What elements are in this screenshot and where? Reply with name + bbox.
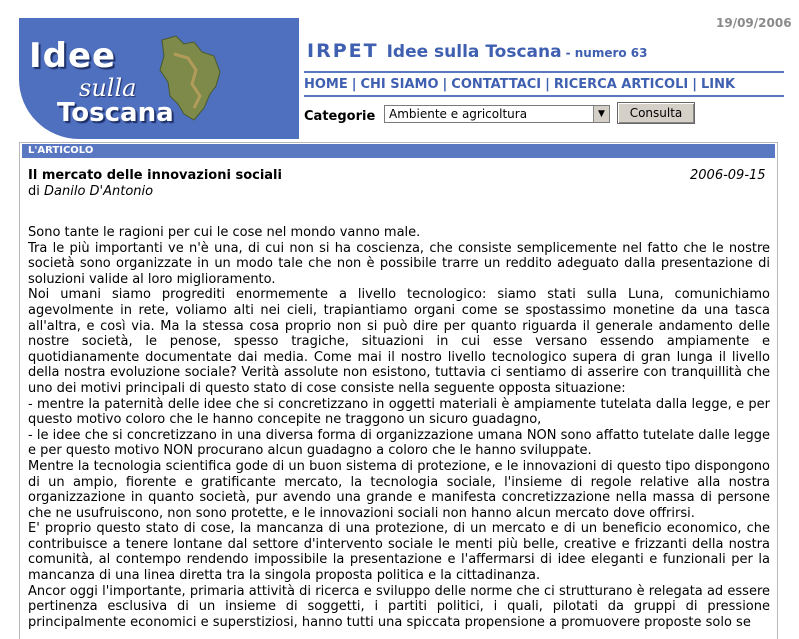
article-paragraph: Noi umani siamo progrediti enormemente a livello tecnologico: siamo stati sulla Luna, comunichiamo agevolmente in rete, voliamo alti nei cieli, trapiantiamo organi come se spostassimo monetine da una tasca all'altra, e così via. Ma la stessa cosa proprio non si può dire per quanto riguarda il generale andamento delle nostre società, le penose, spesso tragiche, situazioni in cui esse versano essendo ampiamente e quotidianamente documentate dai media. Come mai il nostro livello tecnologico supera di gran lunga il livello della nostra evoluzione sociale? Verità assolute non esistono, tuttavia ci sentiamo di asserire con tranquillità che uno dei motivi principali di questo stato di cose consiste nella seguente opposta situazione:	[28, 287, 770, 396]
article-body	[28, 225, 770, 630]
nav-contattaci[interactable]: CONTATTACI	[451, 77, 542, 92]
article-paragraph: Mentre la tecnologia scientifica gode di un buon sistema di protezione, e le innovazioni di questo tipo dispongono di un ampio, fiorente e gratificante mercato, la tecnologia sociale, l'insieme di regole relative alla nostra organizzazione in quanto società, pur avendo una grande e manifesta concretizzazione nella massa di persone che ne usufruiscono, non sono protette, e le innovazioni sociali non hanno alcun mercato dove offrirsi.	[28, 458, 770, 521]
header-irpet: IRPET	[307, 40, 379, 62]
issue-date: 19/09/2006	[716, 16, 792, 30]
nav-link[interactable]: LINK	[700, 77, 736, 92]
section-bar: L'ARTICOLO	[22, 144, 775, 158]
nav-home[interactable]: HOME	[304, 77, 348, 92]
main-nav: HOME | CHI SIAMO | CONTATTACI | RICERCA ARTICOLI | LINK	[304, 77, 736, 92]
byline-prefix: di	[28, 184, 40, 199]
article-paragraph: Ancor oggi l'importante, primaria attività di ricerca e sviluppo delle norme che ci strutturano è relegata ad essere pertinenza esclusiva di un insieme di soggetti, i partiti politici, i quali, pilotati da gruppi di pressione principalmente economici e superstiziosi, hanno tutti una spiccata propensione a promuovere proposte solo se	[28, 583, 770, 630]
logo-text-sulla: sulla	[79, 74, 137, 102]
category-label: Categorie	[304, 109, 376, 124]
article-author: Danilo D'Antonio	[44, 184, 154, 199]
logo-text-idee: Idee	[29, 36, 117, 76]
nav-ricerca-articoli[interactable]: RICERCA ARTICOLI	[553, 77, 689, 92]
article-title: Il mercato delle innovazioni sociali	[28, 168, 282, 183]
nav-chi-siamo[interactable]: CHI SIAMO	[360, 77, 439, 92]
consulta-button[interactable]: Consulta	[617, 102, 695, 124]
nav-divider	[304, 95, 784, 97]
site-logo[interactable]	[19, 18, 299, 139]
article-paragraph: E' proprio questo stato di cose, la mancanza di una protezione, di un mercato e di un beneficio economico, che contribuisce a tenere lontane dal settore d'intervento sociale le menti più belle, creative e frizzanti della nostra comunità, al contempo rendendo impossibile la presentazione e l'affermarsi di idee eleganti e funzionali per la mancanza di una linea diretta tra la singola proposta politica e la cittadinanza.	[28, 521, 770, 584]
dropdown-arrow-icon[interactable]: ▼	[593, 106, 609, 122]
category-selected-value: Ambiente e agricoltura	[389, 107, 528, 121]
article-paragraph: Sono tante le ragioni per cui le cose nel mondo vanno male.	[28, 225, 421, 240]
article-date: 2006-09-15	[690, 168, 766, 183]
header-divider	[304, 71, 784, 73]
article-paragraph: Tra le più importanti ve n'è una, di cui non si ha coscienza, che consiste semplicemente nel fatto che le nostre società sono organizzate in un modo tale che non è possibile trarre un reddito adeguato dalla presentazione di soluzioni valide al loro miglioramento.	[28, 240, 770, 287]
header-title: Idee sulla Toscana	[386, 42, 562, 62]
logo-text-toscana: Toscana	[57, 98, 174, 128]
header-issue: - numero 63	[565, 46, 648, 60]
page-header	[307, 40, 648, 62]
article-paragraph: - mentre la paternità delle idee che si concretizzano in oggetti materiali è ampiamente tutelata dalla legge, e per questo motivo coloro che le hanno concepite ne traggono un sicuro guadagno,	[28, 396, 770, 428]
article-paragraph: - le idee che si concretizzano in una diversa forma di organizzazione umana NON sono affatto tutelate dalle legge e per questo motivo NON procurano alcun guadagno a coloro che le hanno sviluppate.	[28, 427, 770, 459]
category-select[interactable]	[384, 105, 610, 123]
article-byline	[28, 184, 153, 199]
